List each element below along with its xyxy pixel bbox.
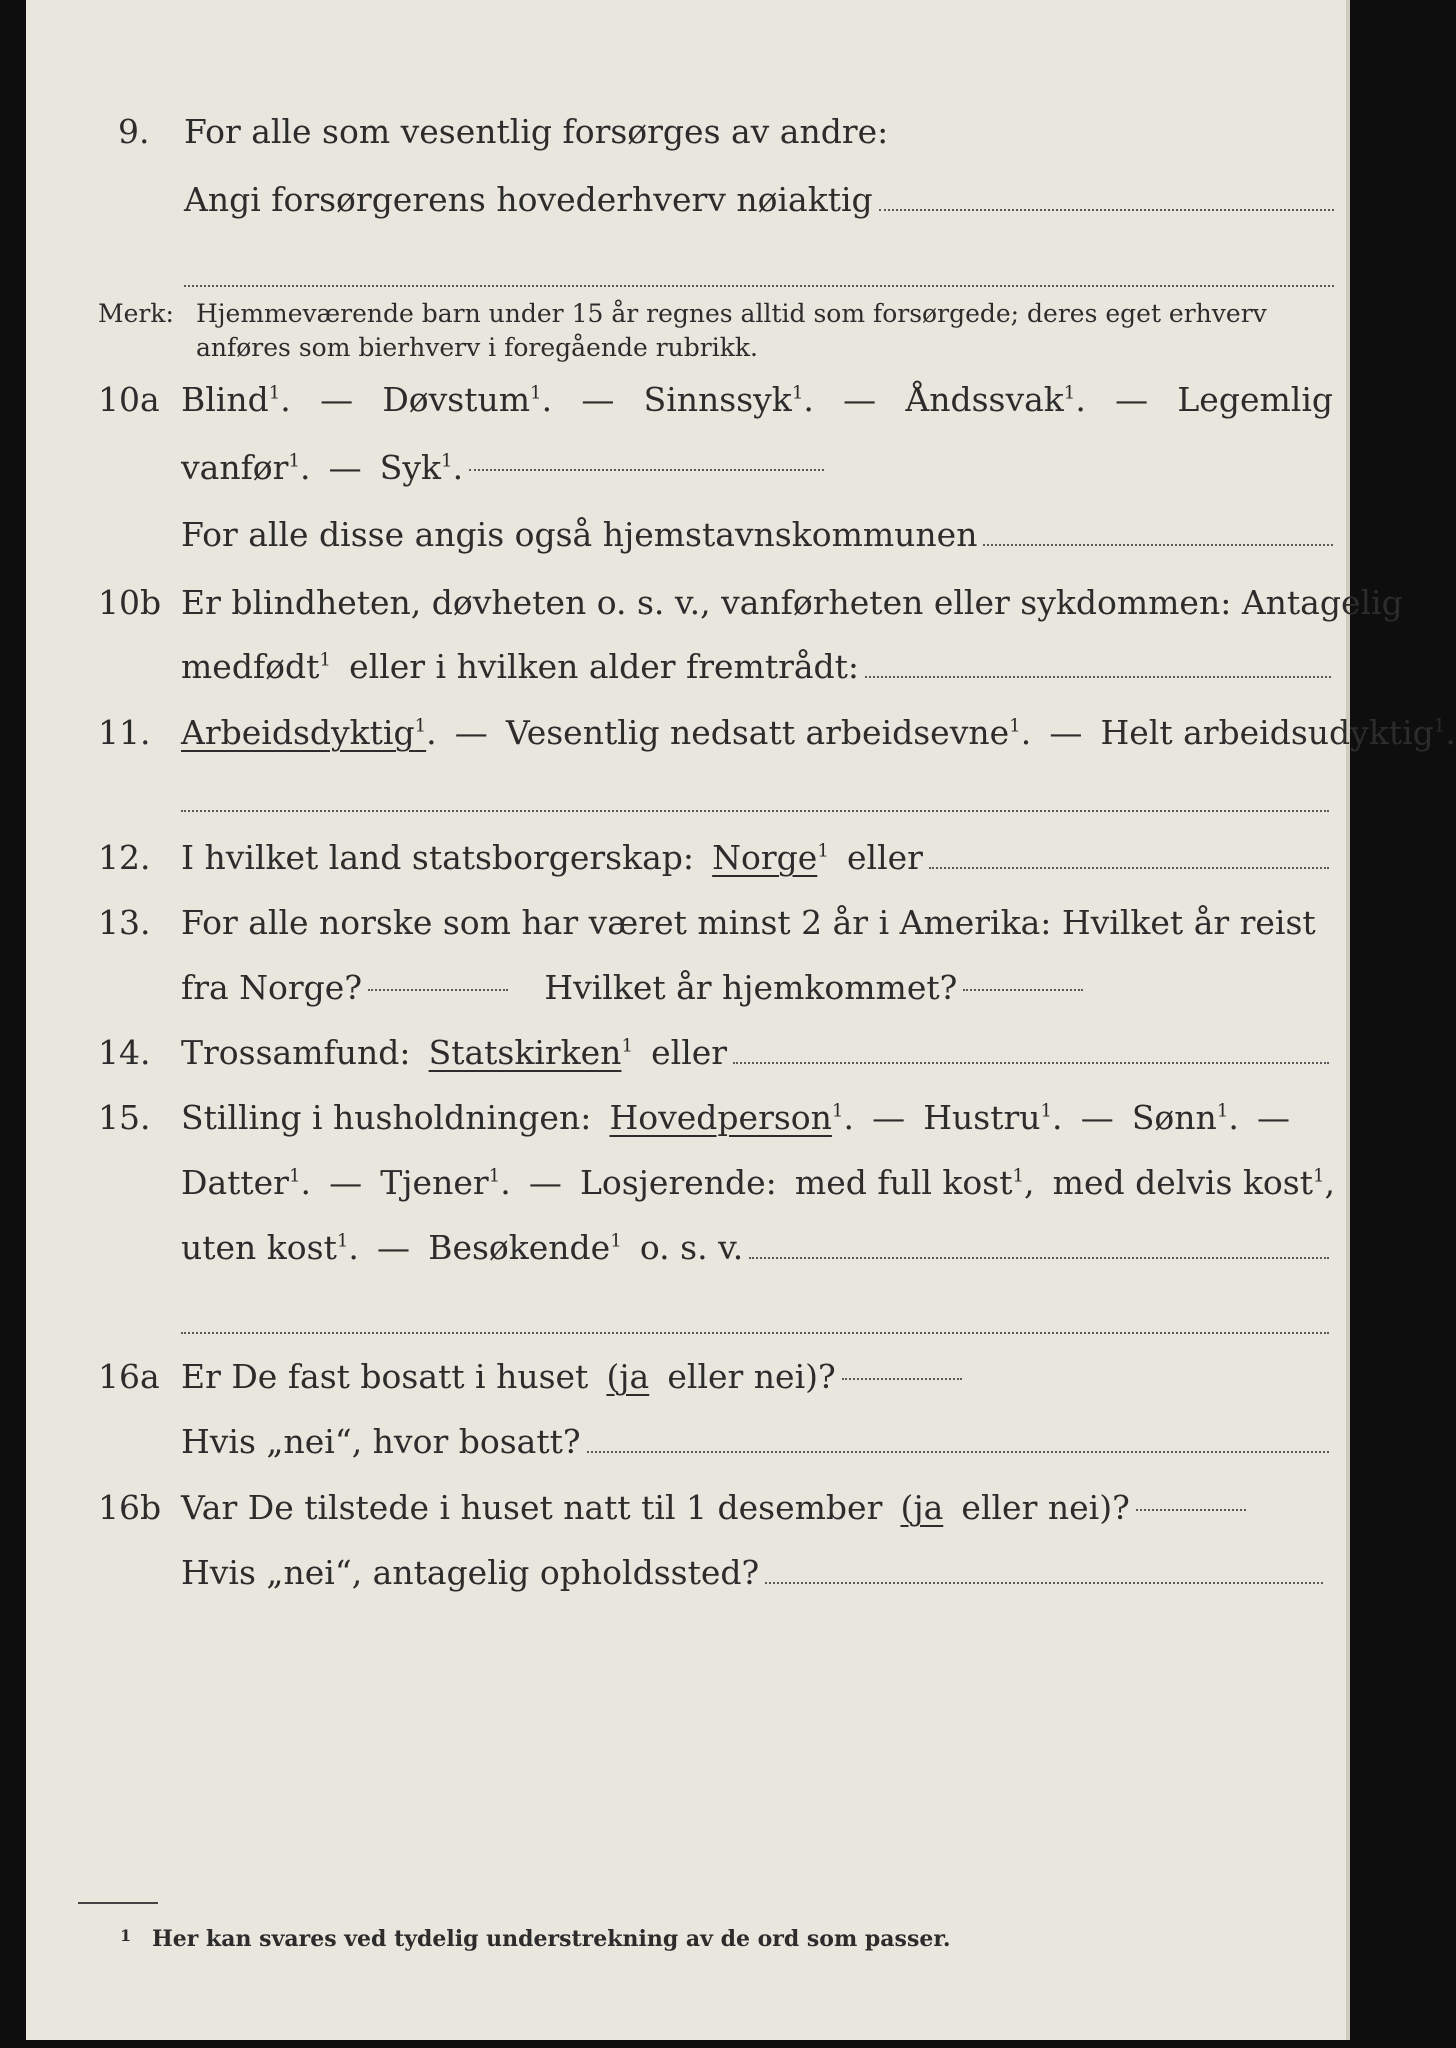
q13-reist-field[interactable] xyxy=(368,989,508,991)
dash: — xyxy=(581,380,615,419)
q13-hjemkommet-label: Hvilket år hjemkommet? xyxy=(544,968,958,1007)
q16a-bosatt-field[interactable] xyxy=(587,1451,1329,1453)
q15-losjerende: Losjerende: xyxy=(579,1163,777,1202)
q10a-line3-text: For alle disse angis også hjemstavnskommunen xyxy=(181,515,978,554)
q11-line: Arbeidsdyktig$^1$ . — Vesentlig nedsatt arbeidsevne$^1$. — Helt arbeidsudyktig$^1$. xyxy=(181,713,1456,752)
q14-answer-field[interactable] xyxy=(733,1062,1329,1064)
q13-reist-label: fra Norge? xyxy=(181,968,363,1007)
q15-number: 15. xyxy=(98,1098,151,1137)
merk-note xyxy=(196,297,1336,365)
q11-option-nedsatt: Vesentlig nedsatt arbeidsevne$^1$. xyxy=(505,713,1032,752)
q15-osv: o. s. v. xyxy=(639,1228,744,1267)
q14-number: 14. xyxy=(98,1033,151,1072)
q10a-option-sinnssyk: Sinnssyk$^1$. xyxy=(643,380,814,419)
q15-line3 xyxy=(181,1228,1329,1267)
q11-option-arbeidsdyktig: Arbeidsdyktig$^1$ xyxy=(181,713,427,752)
q10a-option-blind: Blind$^1$. xyxy=(181,380,291,419)
q16a-line2 xyxy=(181,1422,1329,1461)
q15-blank-line[interactable] xyxy=(181,1332,1329,1334)
dash: — xyxy=(320,380,354,419)
dash: — xyxy=(1115,380,1149,419)
q14-option-statskirken: Statskirken$^1$ xyxy=(428,1033,633,1072)
footnote-text: Her kan svares ved tydelig understrekning av de ord som passer. xyxy=(152,1926,951,1952)
q16b-hvis-nei: Hvis „nei“, antagelig opholdssted? xyxy=(181,1553,760,1592)
dash: — xyxy=(377,1228,411,1267)
q10a-line3 xyxy=(181,515,1333,554)
q15-answer-field[interactable] xyxy=(749,1257,1329,1259)
q13-number: 13. xyxy=(98,903,151,942)
q10a-option-dovstum: Døvstum$^1$. xyxy=(382,380,553,419)
q16b-text: Var De tilstede i huset natt til 1 desember xyxy=(181,1488,883,1527)
q16b-opholdssted-field[interactable] xyxy=(765,1582,1323,1584)
dash: — xyxy=(1049,713,1083,752)
q9-answer-field[interactable] xyxy=(879,209,1334,211)
dash: — xyxy=(1080,1098,1114,1137)
q12-text: I hvilket land statsborgerskap: xyxy=(181,838,695,877)
q16b-line1 xyxy=(181,1488,1246,1527)
q9-line2 xyxy=(184,180,1334,219)
q10b-number: 10b xyxy=(98,583,162,622)
q9-line1 xyxy=(184,112,888,151)
q10a-option-vanfor: vanfør$^1$. xyxy=(181,448,311,487)
q10a-syk-field[interactable] xyxy=(469,469,824,471)
q16b-option-ja: (ja xyxy=(900,1488,944,1527)
merk-line1: Hjemmeværende barn under 15 år regnes alltid som forsørgede; deres eget erhverv xyxy=(196,299,1267,328)
footnote-rule xyxy=(78,1902,158,1904)
q15-option-full-kost: med full kost$^1$, xyxy=(794,1163,1035,1202)
q15-option-hovedperson: Hovedperson$^1$. xyxy=(609,1098,854,1137)
q16a-hvis-nei: Hvis „nei“, hvor bosatt? xyxy=(181,1422,581,1461)
q16a-eller-nei: eller nei)? xyxy=(667,1357,836,1396)
q10b-line2-text: eller i hvilken alder fremtrådt: xyxy=(349,647,860,686)
q10a-option-legemlig: Legemlig xyxy=(1177,380,1333,419)
q16a-answer-field[interactable] xyxy=(842,1378,962,1380)
q13-hjemkommet-field[interactable] xyxy=(963,989,1083,991)
q10a-line1 xyxy=(181,380,1333,419)
census-form-page xyxy=(26,0,1456,2040)
dash: — xyxy=(328,448,362,487)
dash: — xyxy=(528,1163,562,1202)
q10b-line1 xyxy=(181,583,1403,622)
q12-answer-field[interactable] xyxy=(929,867,1329,869)
q10a-line2 xyxy=(181,448,824,487)
q15-line2 xyxy=(181,1163,1335,1202)
q10a-option-syk: Syk$^1$. xyxy=(379,448,464,487)
q16b-number: 16b xyxy=(98,1488,162,1527)
q13-line1 xyxy=(181,903,1316,942)
q16b-eller-nei: eller nei)? xyxy=(961,1488,1130,1527)
q10b-line1-text: Er blindheten, døvheten o. s. v., vanførheten eller sykdommen: Antagelig xyxy=(181,583,1403,622)
footnote-mark: 1 xyxy=(120,1926,132,1945)
q11-blank-line[interactable] xyxy=(181,810,1329,812)
dash: — xyxy=(872,1098,906,1137)
dash: — xyxy=(843,380,877,419)
q16a-line1 xyxy=(181,1357,962,1396)
q13-line1-text: For alle norske som har været minst 2 år i Amerika: Hvilket år reist xyxy=(181,903,1316,942)
dash: — xyxy=(454,713,488,752)
dash: — xyxy=(329,1163,363,1202)
q15-option-tjener: Tjener$^1$. xyxy=(380,1163,511,1202)
q10b-line2 xyxy=(181,647,1331,686)
q15-option-uten-kost: uten kost$^1$. xyxy=(181,1228,359,1267)
q14-eller: eller xyxy=(651,1033,728,1072)
q9-blank-line[interactable] xyxy=(184,285,1334,287)
q16a-number: 16a xyxy=(98,1357,160,1396)
q14-text: Trossamfund: xyxy=(181,1033,411,1072)
q15-text: Stilling i husholdningen: xyxy=(181,1098,592,1137)
q10b-answer-field[interactable] xyxy=(865,676,1331,678)
q16a-text: Er De fast bosatt i huset xyxy=(181,1357,589,1396)
q15-option-sonn: Sønn$^1$. xyxy=(1131,1098,1239,1137)
q12-line xyxy=(181,838,1329,877)
q12-number: 12. xyxy=(98,838,151,877)
q11-number: 11. xyxy=(98,713,151,752)
q12-eller: eller xyxy=(847,838,923,877)
q15-line1 xyxy=(181,1098,1290,1137)
q16a-option-ja: (ja xyxy=(606,1357,650,1396)
q13-line2 xyxy=(181,968,1083,1007)
q10a-number: 10a xyxy=(98,380,160,419)
q15-option-hustru: Hustru$^1$. xyxy=(923,1098,1063,1137)
q10a-option-andssvak: Åndssvak$^1$. xyxy=(905,380,1086,419)
q9-line1-text: For alle som vesentlig forsørges av andre: xyxy=(184,112,889,151)
q15-option-besokende: Besøkende$^1$ xyxy=(428,1228,622,1267)
merk-label: Merk: xyxy=(98,299,174,328)
q10a-hjemstavn-field[interactable] xyxy=(983,544,1333,546)
q16b-line2 xyxy=(181,1553,1323,1592)
q9-number: 9. xyxy=(118,112,150,151)
q9-line2-text: Angi forsørgerens hovederhverv nøiaktig xyxy=(184,180,873,219)
q14-line xyxy=(181,1033,1329,1072)
q10b-option-medfodt: medfødt$^1$ xyxy=(181,647,331,686)
q11-option-udyktig: Helt arbeidsudyktig$^1$. xyxy=(1100,713,1456,752)
q16b-answer-field[interactable] xyxy=(1136,1509,1246,1511)
q15-option-delvis-kost: med delvis kost$^1$, xyxy=(1052,1163,1336,1202)
q15-option-datter: Datter$^1$. xyxy=(181,1163,312,1202)
dash: — xyxy=(1257,1098,1290,1137)
merk-line2: anføres som bierhverv i foregående rubrikk. xyxy=(196,333,758,362)
q12-option-norge: Norge$^1$ xyxy=(712,838,829,877)
